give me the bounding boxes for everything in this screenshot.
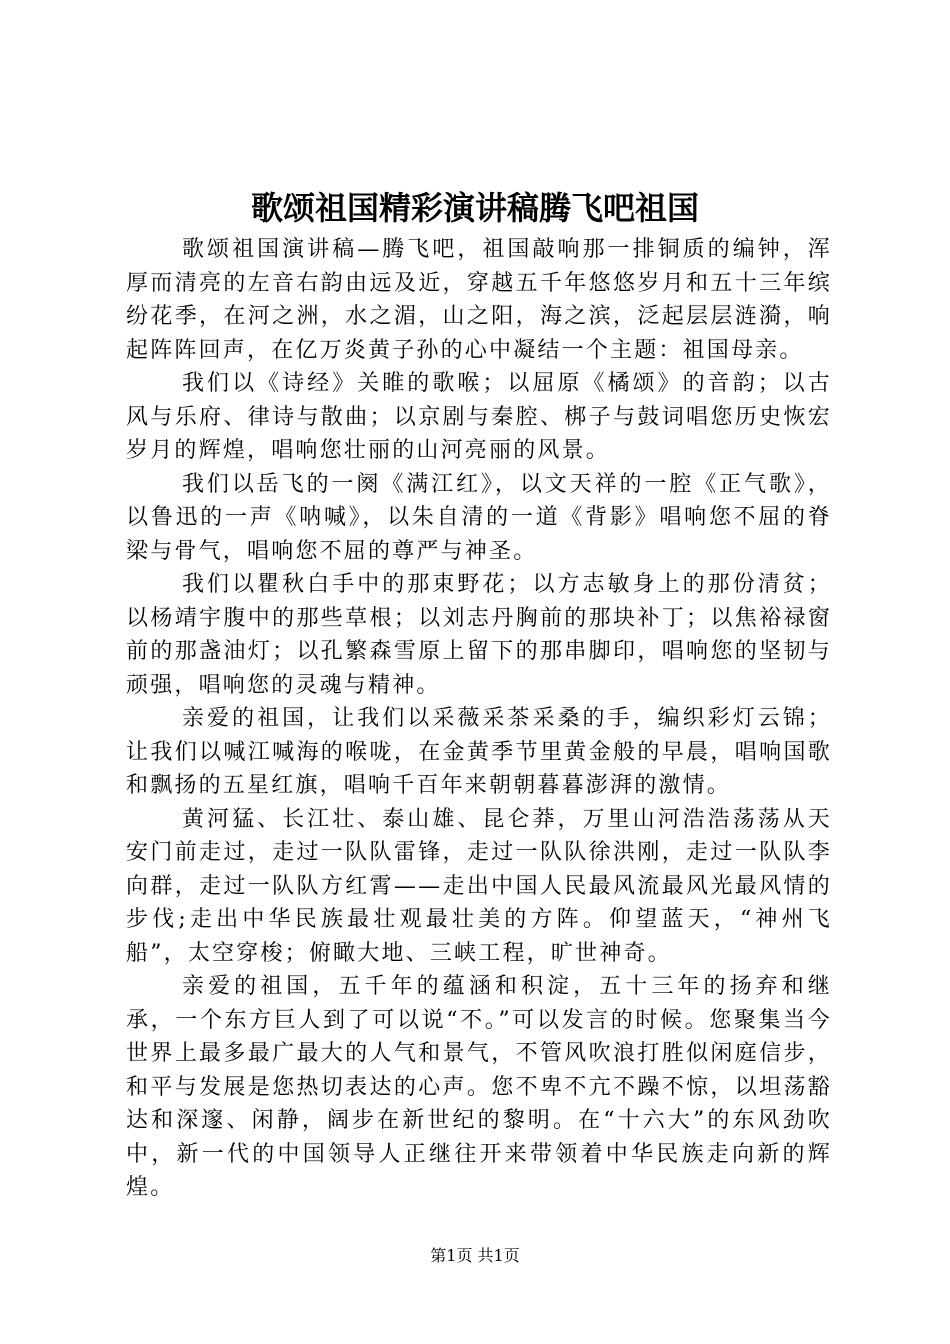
paragraph: 亲爱的祖国，让我们以采薇采茶采桑的手，编织彩灯云锦；让我们以喊江喊海的喉咙，在金黄季节里黄金般的早晨，唱响国歌和飘扬的五星红旗，唱响千百年来朝朝暮暮澎湃的激情。 <box>126 706 832 798</box>
paragraph: 歌颂祖国演讲稿—腾飞吧，祖国敲响那一排铜质的编钟，浑厚而清亮的左音右韵由远及近，穿越五千年悠悠岁月和五十三年缤纷花季，在河之洲，水之湄，山之阳，海之滨，泛起层层涟漪，响起阵阵回声，在亿万炎黄子孙的心中凝结一个主题：祖国母亲。 <box>126 237 832 363</box>
page-footer: 第1页 共1页 <box>430 1246 520 1265</box>
paragraph: 黄河猛、长江壮、泰山雄、昆仑莽，万里山河浩浩荡荡从天安门前走过，走过一队队雷锋，走过一队队徐洪刚，走过一队队李向群，走过一队队方红霄——走出中国人民最风流最风光最风情的步伐;走出中华民族最壮观最壮美的方阵。仰望蓝天，“神州飞船”，太空穿梭；俯瞰大地、三峡工程，旷世神奇。 <box>126 806 832 966</box>
paragraph: 亲爱的祖国，五千年的蕴涵和积淀，五十三年的扬弃和继承，一个东方巨人到了可以说“不。”可以发言的时候。您聚集当今世界上最多最广最大的人气和景气，不管风吹浪打胜似闲庭信步，和平与发展是您热切表达的心声。您不卑不亢不躁不惊，以坦荡豁达和深邃、闲静，阔步在新世纪的黎明。在“十六大”的东风劲吹中，新一代的中国领导人正继往开来带领着中华民族走向新的辉煌。 <box>126 974 832 1200</box>
document-title: 歌颂祖国精彩演讲稿腾飞吧祖国 <box>250 189 699 227</box>
document-body <box>126 233 832 1205</box>
paragraph: 我们以瞿秋白手中的那束野花；以方志敏身上的那份清贫；以杨靖宇腹中的那些草根；以刘志丹胸前的那块补丁；以焦裕禄窗前的那盏油灯；以孔繁森雪原上留下的那串脚印，唱响您的坚韧与顽强，唱响您的灵魂与精神。 <box>126 572 832 698</box>
paragraph: 我们以岳飞的一阕《满江红》，以文天祥的一腔《正气歌》，以鲁迅的一声《呐喊》，以朱自清的一道《背影》唱响您不屈的脊梁与骨气，唱响您不屈的尊严与神圣。 <box>126 471 832 564</box>
paragraph: 我们以《诗经》关睢的歌喉；以屈原《橘颂》的音韵；以古风与乐府、律诗与散曲；以京剧与秦腔、梆子与鼓词唱您历史恢宏岁月的辉煌，唱响您壮丽的山河亮丽的风景。 <box>126 371 832 463</box>
